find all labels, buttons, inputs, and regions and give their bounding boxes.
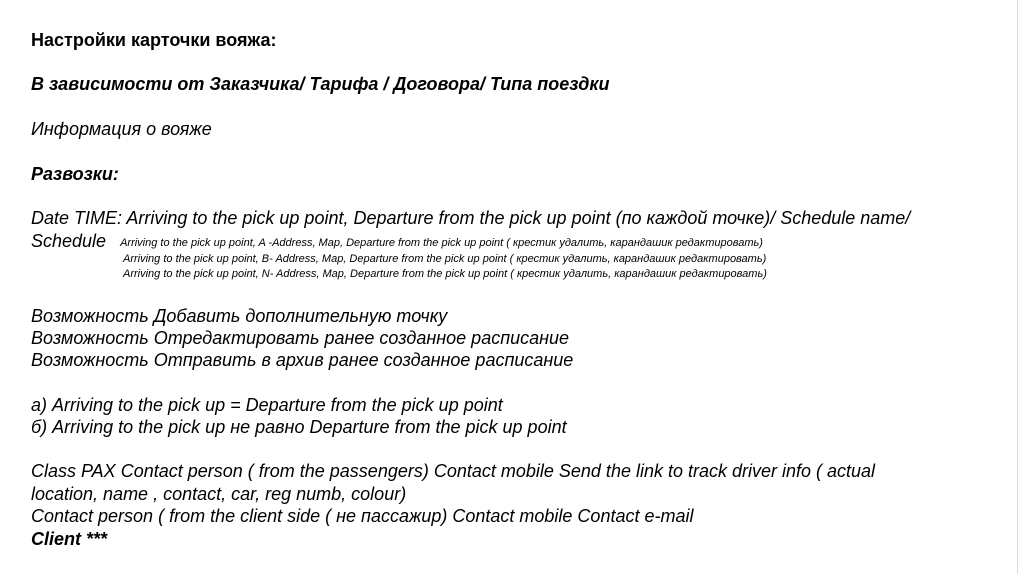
contacts-line-1: Class PAX Contact person ( from the passengers) Contact mobile Send the link to track driver info ( actual [31,461,876,481]
depends-subtitle: В зависимости от Заказчика/ Тарифа / Договора/ Типа поездки [31,74,610,94]
top-border [0,0,1024,3]
pickup-point-b: Arriving to the pick up point, B- Address, Map, Departure from the pick up point ( крестик удалить, карандашик редактировать) [123,253,767,265]
ability-edit-schedule: Возможность Отредактировать ранее созданное расписание [31,328,570,348]
pickup-point-n: Arriving to the pick up point, N- Address, Map, Departure from the pick up point ( крестик удалить, карандашик редактировать) [123,268,767,280]
case-equal: а) Arriving to the pick up = Departure from the pick up point [31,395,503,415]
schedule-line-2 [31,231,763,254]
page-heading: Настройки карточки вояжа: [31,30,277,50]
contacts-line-2: location, name , contact, car, reg numb, colour) [31,484,407,504]
trip-info-label: Информация о вояже [31,119,212,139]
right-border [1017,0,1018,574]
ability-add-point: Возможность Добавить дополнительную точку [31,306,448,326]
schedule-label: Schedule [31,231,107,251]
ability-archive-schedule: Возможность Отправить в архив ранее созданное расписание [31,350,574,370]
schedule-line-1: Date TIME: Arriving to the pick up point, Departure from the pick up point (по каждой точке)/ Schedule name/ [31,208,911,228]
case-not-equal: б) Arriving to the pick up не равно Departure from the pick up point [31,417,567,437]
transfers-title: Развозки: [31,164,119,184]
contacts-line-3: Contact person ( from the client side ( не пассажир) Contact mobile Contact e-mail [31,506,694,526]
client-label: Client *** [31,529,108,549]
pickup-point-a: Arriving to the pick up point, A -Address, Map, Departure from the pick up point ( крестик удалить, карандашик редактировать) [120,237,763,249]
